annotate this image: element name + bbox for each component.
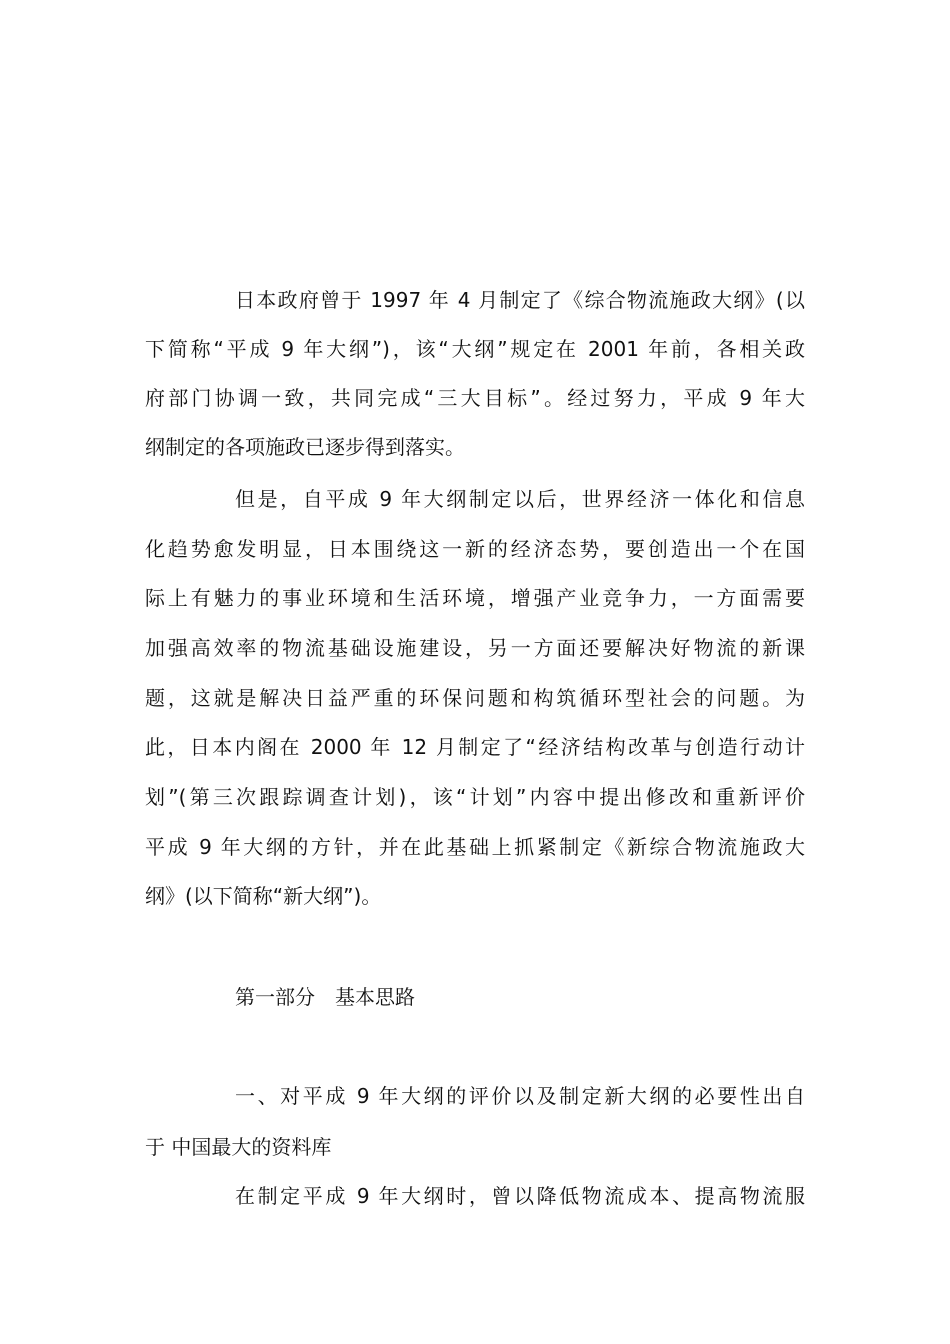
paragraph-1-line-4: 纲制定的各项施政已逐步得到落实。	[145, 435, 465, 459]
paragraph-2-line-5: 题，这就是解决日益严重的环保问题和构筑循环型社会的问题。为	[145, 686, 805, 710]
paragraph-3-line-1: 在制定平成 9 年大纲时，曾以降低物流成本、提高物流服	[235, 1184, 805, 1208]
paragraph-1-line-3: 府部门协调一致，共同完成“三大目标”。经过努力，平成 9 年大	[145, 386, 805, 410]
subsection-line-1: 一、对平成 9 年大纲的评价以及制定新大纲的必要性出自	[235, 1084, 805, 1108]
paragraph-2-line-8: 平成 9 年大纲的方针，并在此基础上抓紧制定《新综合物流施政大	[145, 835, 805, 859]
paragraph-2-line-4: 加强高效率的物流基础设施建设，另一方面还要解决好物流的新课	[145, 636, 805, 660]
paragraph-1-line-2: 下简称“平成 9 年大纲”)，该“大纲”规定在 2001 年前，各相关政	[145, 337, 805, 361]
paragraph-1-line-1: 日本政府曾于 1997 年 4 月制定了《综合物流施政大纲》(以	[235, 288, 805, 312]
paragraph-2-line-9: 纲》(以下简称“新大纲”)。	[145, 884, 382, 908]
paragraph-2-line-7: 划”(第三次跟踪调查计划)，该“计划”内容中提出修改和重新评价	[145, 785, 805, 809]
paragraph-2-line-1: 但是，自平成 9 年大纲制定以后，世界经济一体化和信息	[235, 487, 805, 511]
paragraph-2-line-2: 化趋势愈发明显，日本围绕这一新的经济态势，要创造出一个在国	[145, 537, 805, 561]
paragraph-2-line-3: 际上有魅力的事业环境和生活环境，增强产业竞争力，一方面需要	[145, 586, 805, 610]
paragraph-2-line-6: 此，日本内阁在 2000 年 12 月制定了“经济结构改革与创造行动计	[145, 735, 805, 759]
section-heading: 第一部分 基本思路	[235, 985, 415, 1009]
subsection-line-2: 于 中国最大的资料库	[145, 1135, 332, 1159]
